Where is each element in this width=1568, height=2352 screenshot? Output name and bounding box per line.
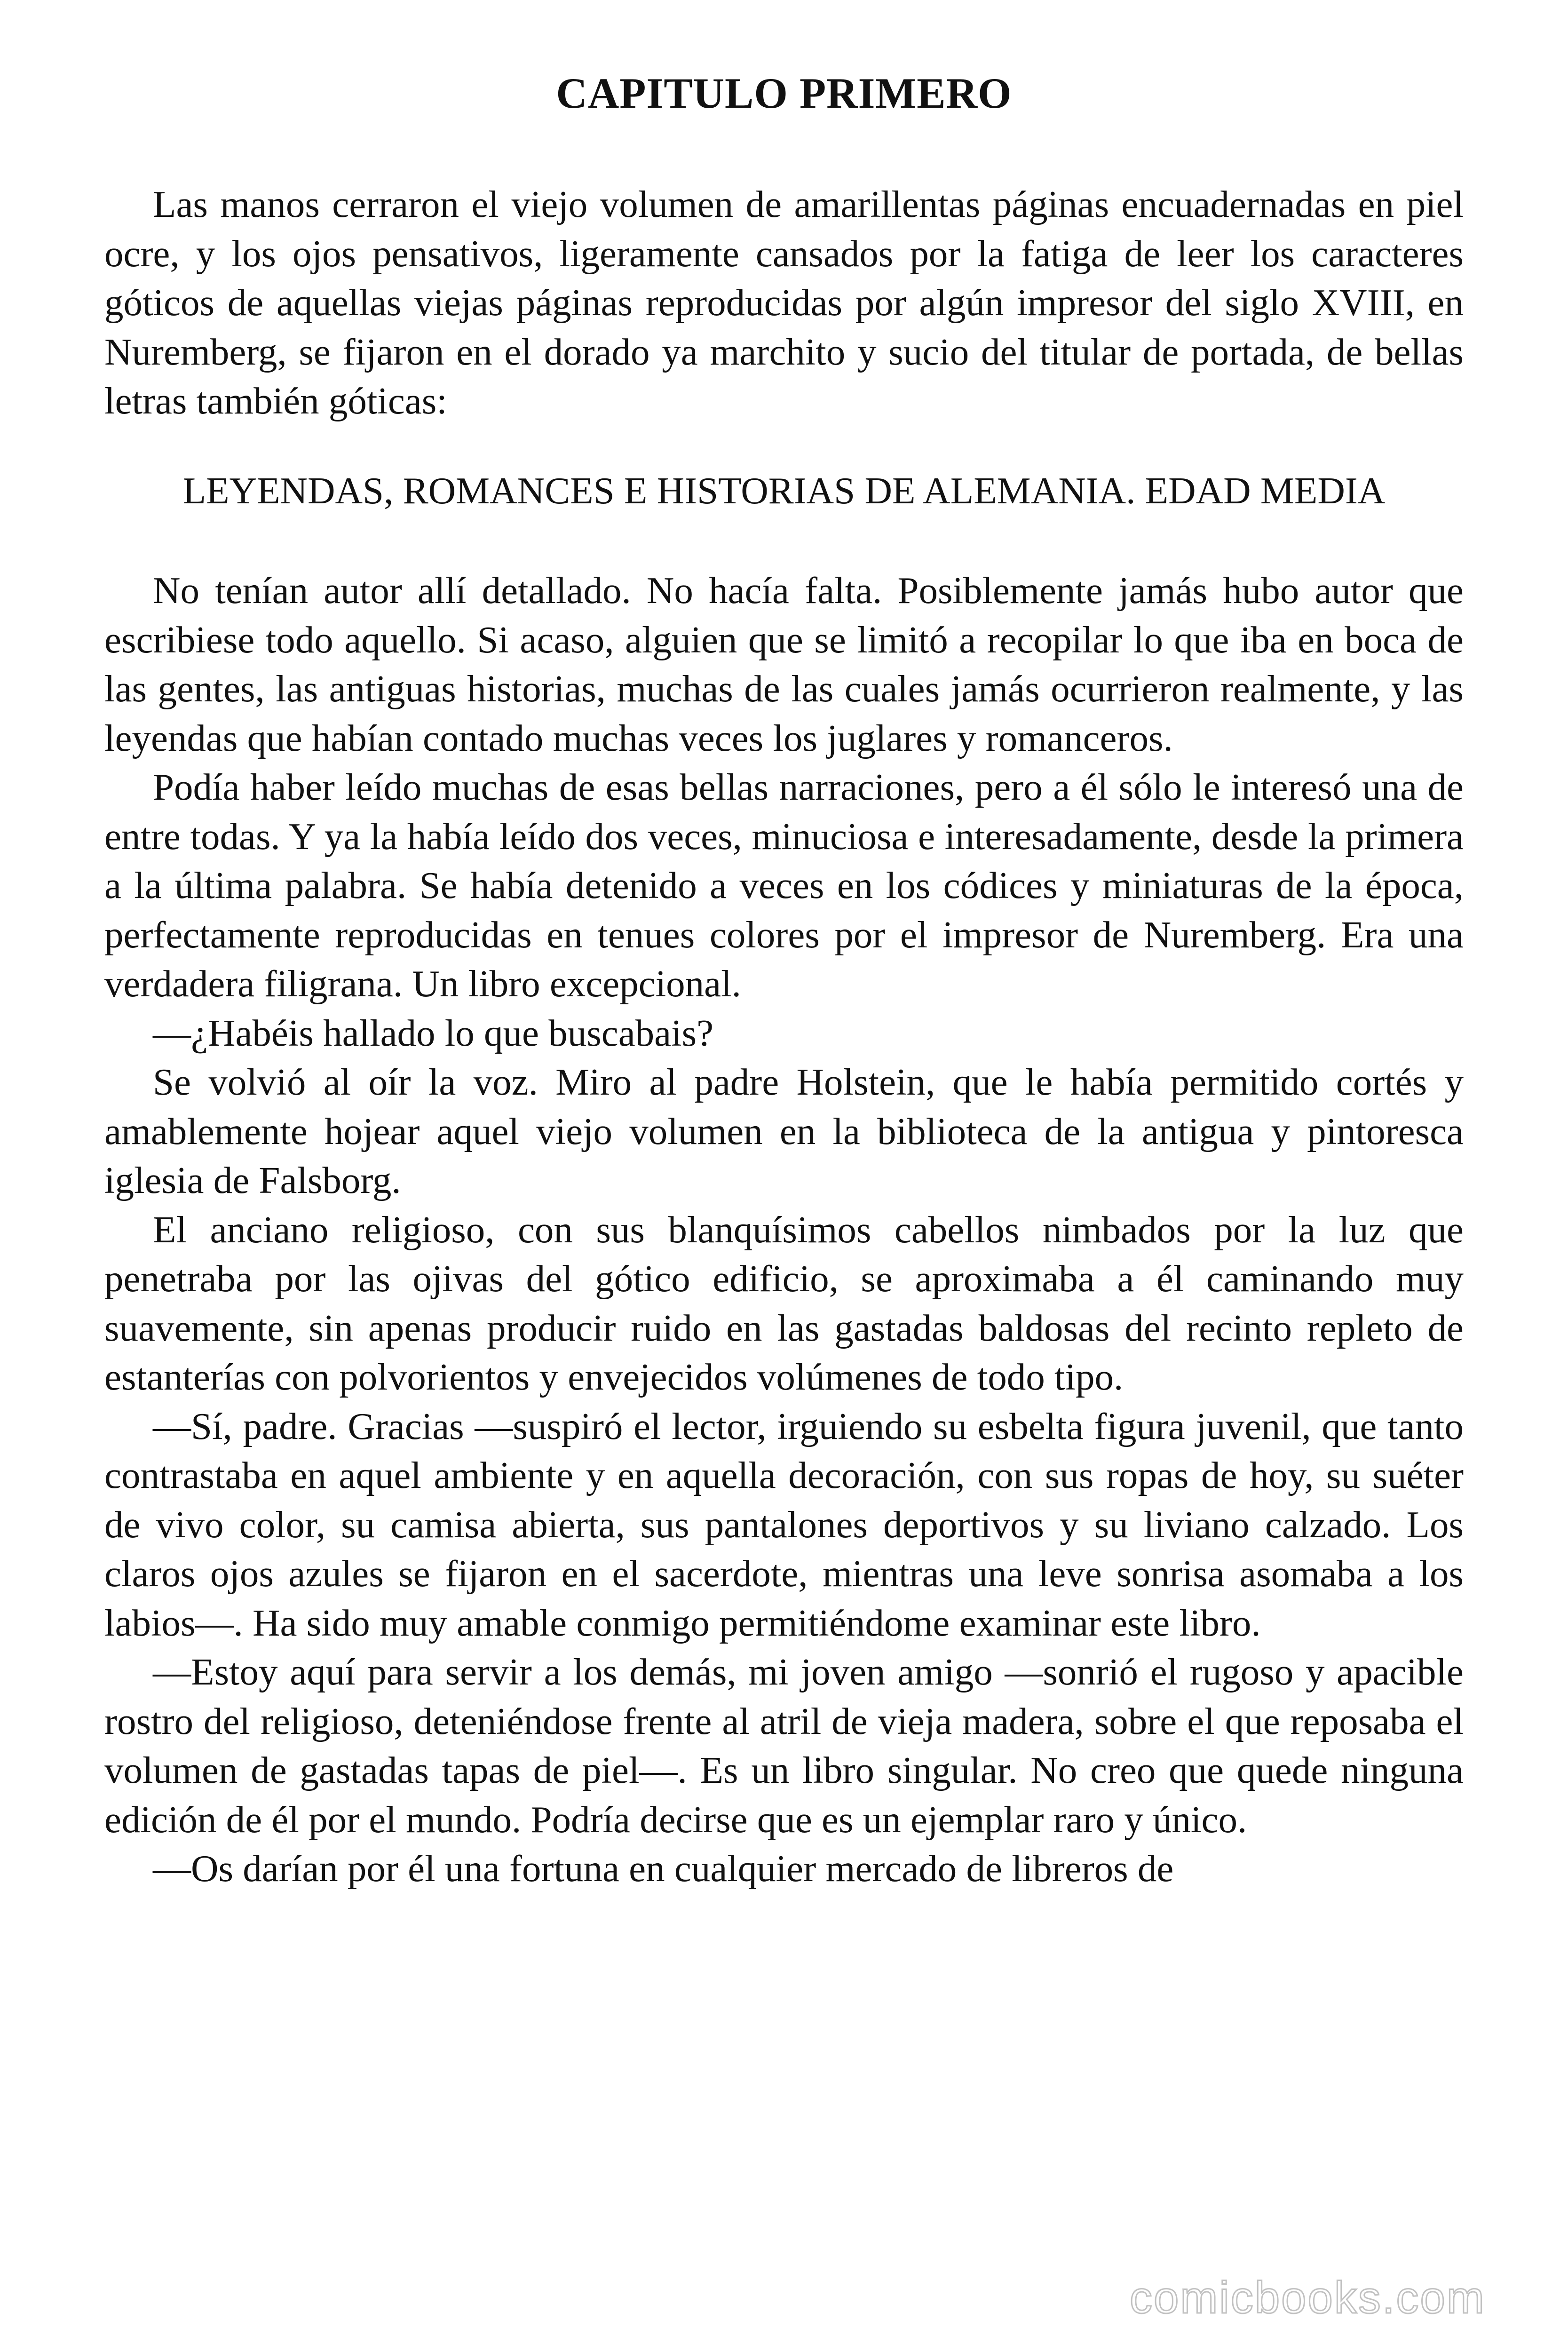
chapter-title: CAPITULO PRIMERO: [556, 69, 1012, 117]
dialogue-line: —Sí, padre. Gracias —suspiró el lector, irguiendo su esbelta figura juvenil, que tanto contrastaba en aquel ambiente y en aquella decoración, con sus ropas de hoy, su suéter de vivo color, su camisa abierta, sus pantalones deportivos y su liviano calzado. Los claros ojos azules se fijaron en el sacerdote, mientras una leve sonrisa asomaba a los labios—. Ha sido muy amable conmigo permitiéndome examinar este libro.: [104, 1405, 1464, 1644]
paragraph: No tenían autor allí detallado. No hacía falta. Posiblemente jamás hubo autor que escribiese todo aquello. Si acaso, alguien que se limitó a recopilar lo que iba en boca de las gentes, las antiguas historias, muchas de las cuales jamás ocurrieron realmente, y las leyendas que habían contado muchas veces los juglares y romanceros.: [104, 569, 1464, 759]
document-page: [104, 0, 1464, 2352]
chapter-body: [104, 180, 1464, 1893]
book-title: LEYENDAS, ROMANCES E HISTORIAS DE ALEMANIA. EDAD MEDIA: [182, 469, 1386, 512]
dialogue-line: —¿Habéis hallado lo que buscabais?: [153, 1011, 714, 1054]
dialogue-line: —Estoy aquí para servir a los demás, mi joven amigo —sonrió el rugoso y apacible rostro del religioso, deteniéndose frente al atril de vieja madera, sobre el que reposaba el volumen de gastadas tapas de piel—. Es un libro singular. No creo que quede ninguna edición de él por el mundo. Podría decirse que es un ejemplar raro y único.: [104, 1651, 1464, 1841]
paragraph: El anciano religioso, con sus blanquísimos cabellos nimbados por la luz que penetraba por las ojivas del gótico edificio, se aproximaba a él caminando muy suavemente, sin apenas producir ruido en las gastadas baldosas del recinto repleto de estanterías con polvorientos y envejecidos volúmenes de todo tipo.: [104, 1208, 1464, 1398]
dialogue-line: —Os darían por él una fortuna en cualquier mercado de libreros de: [153, 1847, 1174, 1890]
paragraph: Se volvió al oír la voz. Miro al padre Holstein, que le había permitido cortés y amablemente hojear aquel viejo volumen en la biblioteca de la antigua y pintoresca iglesia de Falsborg.: [104, 1061, 1464, 1201]
watermark: comicbooks.com: [1130, 2273, 1486, 2323]
paragraph: Podía haber leído muchas de esas bellas narraciones, pero a él sólo le interesó una de entre todas. Y ya la había leído dos veces, minuciosa e interesadamente, desde la primera a la última palabra. Se había detenido a veces en los códices y miniaturas de la época, perfectamente reproducidas en tenues colores por el impresor de Nuremberg. Era una verdadera filigrana. Un libro excepcional.: [104, 766, 1464, 1005]
paragraph: Las manos cerraron el viejo volumen de amarillentas páginas encuadernadas en piel ocre, y los ojos pensativos, ligeramente cansados por la fatiga de leer los caracteres góticos de aquellas viejas páginas reproducidas por algún impresor del siglo XVIII, en Nuremberg, se fijaron en el dorado ya marchito y sucio del titular de portada, de bellas letras también góticas:: [104, 183, 1464, 422]
